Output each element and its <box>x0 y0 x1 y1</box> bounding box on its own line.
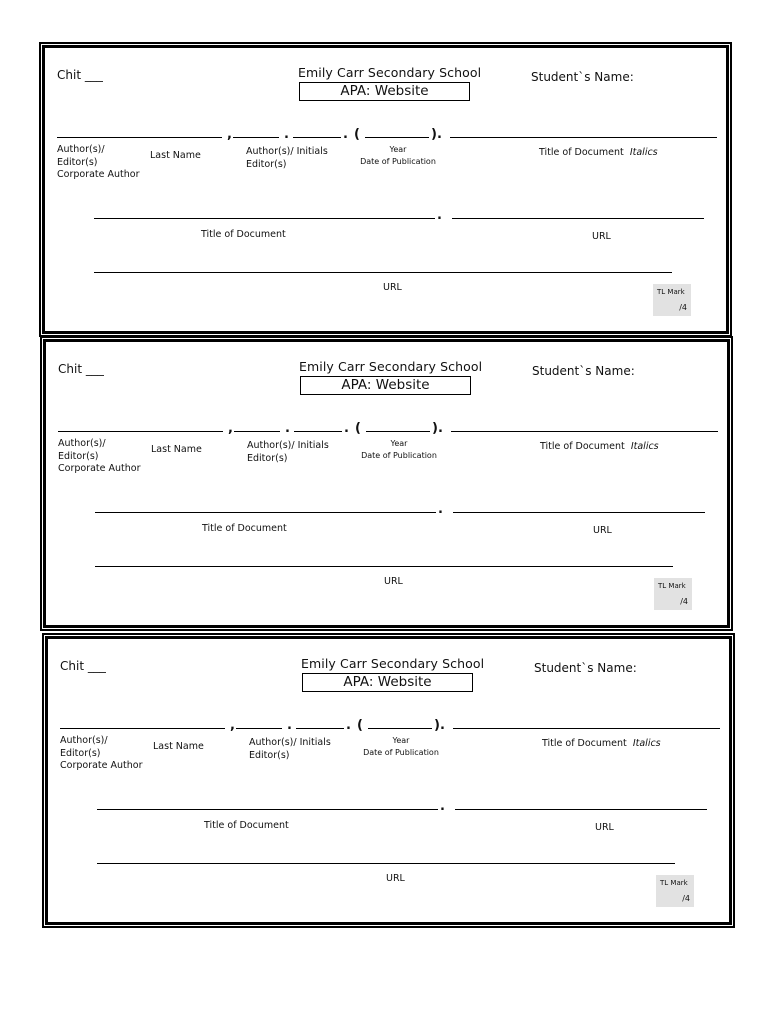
url-label: URL <box>592 231 611 242</box>
document-title-label: Title of Document Italics <box>539 147 658 158</box>
close-paren-period: ). <box>434 718 445 733</box>
period-separator: . <box>285 421 290 436</box>
tl-mark-label: TL Mark <box>660 879 688 887</box>
initial-1-blank[interactable] <box>236 728 282 729</box>
comma-separator: , <box>228 421 233 436</box>
close-paren-period: ). <box>431 127 442 142</box>
initial-2-blank[interactable] <box>296 728 344 729</box>
tl-mark-box[interactable] <box>656 875 694 907</box>
initials-label: Author(s)/ Initials Editor(s) <box>247 440 329 464</box>
document-title-blank[interactable] <box>451 431 718 432</box>
open-paren: ( <box>354 127 360 142</box>
close-paren-period: ). <box>432 421 443 436</box>
period-separator: . <box>344 421 349 436</box>
student-name-label: Student`s Name: <box>531 70 634 84</box>
document-title-label: Title of Document Italics <box>542 738 661 749</box>
tl-mark-label: TL Mark <box>658 582 686 590</box>
year-label: Year Date of Publication <box>363 736 439 757</box>
initial-2-blank[interactable] <box>293 137 341 138</box>
chit-label: Chit ___ <box>60 659 106 673</box>
title-of-document-label: Title of Document <box>201 229 286 240</box>
period-separator: . <box>440 799 445 814</box>
title-of-document-blank[interactable] <box>95 512 436 513</box>
url-blank-2[interactable] <box>95 566 673 567</box>
initial-2-blank[interactable] <box>294 431 342 432</box>
document-title-label: Title of Document Italics <box>540 441 659 452</box>
period-separator: . <box>438 502 443 517</box>
citation-chit-card <box>45 636 732 925</box>
url-blank-2[interactable] <box>94 272 672 273</box>
student-name-label: Student`s Name: <box>532 364 635 378</box>
citation-chit-card <box>43 339 730 628</box>
author-last-name-blank[interactable] <box>60 728 225 729</box>
document-title-blank[interactable] <box>453 728 720 729</box>
initials-label: Author(s)/ Initials Editor(s) <box>249 737 331 761</box>
url-label: URL <box>383 282 402 293</box>
year-blank[interactable] <box>365 137 429 138</box>
title-of-document-blank[interactable] <box>97 809 438 810</box>
tl-mark-box[interactable] <box>653 284 691 316</box>
open-paren: ( <box>357 718 363 733</box>
author-editor-label: Author(s)/ Editor(s) Corporate Author <box>57 144 140 180</box>
tl-mark-value: /4 <box>680 597 688 606</box>
period-separator: . <box>284 127 289 142</box>
period-separator: . <box>437 208 442 223</box>
url-blank-1[interactable] <box>452 218 704 219</box>
tl-mark-label: TL Mark <box>657 288 685 296</box>
initials-label: Author(s)/ Initials Editor(s) <box>246 146 328 170</box>
form-title: APA: Website <box>300 376 471 395</box>
url-label: URL <box>593 525 612 536</box>
school-name: Emily Carr Secondary School <box>299 359 483 374</box>
school-name: Emily Carr Secondary School <box>301 656 485 671</box>
comma-separator: , <box>230 718 235 733</box>
chit-label: Chit ___ <box>58 362 104 376</box>
year-label: Year Date of Publication <box>361 439 437 460</box>
title-of-document-label: Title of Document <box>202 523 287 534</box>
school-name: Emily Carr Secondary School <box>298 65 482 80</box>
tl-mark-value: /4 <box>682 894 690 903</box>
tl-mark-value: /4 <box>679 303 687 312</box>
url-label: URL <box>386 873 405 884</box>
citation-chit-card <box>42 45 729 334</box>
year-blank[interactable] <box>366 431 430 432</box>
url-label: URL <box>595 822 614 833</box>
period-separator: . <box>343 127 348 142</box>
student-name-label: Student`s Name: <box>534 661 637 675</box>
author-last-name-blank[interactable] <box>57 137 222 138</box>
author-editor-label: Author(s)/ Editor(s) Corporate Author <box>58 438 141 474</box>
last-name-label: Last Name <box>153 741 204 752</box>
last-name-label: Last Name <box>151 444 202 455</box>
url-blank-1[interactable] <box>453 512 705 513</box>
url-blank-1[interactable] <box>455 809 707 810</box>
title-of-document-blank[interactable] <box>94 218 435 219</box>
open-paren: ( <box>355 421 361 436</box>
tl-mark-box[interactable] <box>654 578 692 610</box>
initial-1-blank[interactable] <box>234 431 280 432</box>
last-name-label: Last Name <box>150 150 201 161</box>
year-blank[interactable] <box>368 728 432 729</box>
period-separator: . <box>287 718 292 733</box>
url-label: URL <box>384 576 403 587</box>
author-editor-label: Author(s)/ Editor(s) Corporate Author <box>60 735 143 771</box>
year-label: Year Date of Publication <box>360 145 436 166</box>
url-blank-2[interactable] <box>97 863 675 864</box>
document-title-blank[interactable] <box>450 137 717 138</box>
form-title: APA: Website <box>302 673 473 692</box>
title-of-document-label: Title of Document <box>204 820 289 831</box>
period-separator: . <box>346 718 351 733</box>
initial-1-blank[interactable] <box>233 137 279 138</box>
comma-separator: , <box>227 127 232 142</box>
chit-label: Chit ___ <box>57 68 103 82</box>
author-last-name-blank[interactable] <box>58 431 223 432</box>
form-title: APA: Website <box>299 82 470 101</box>
